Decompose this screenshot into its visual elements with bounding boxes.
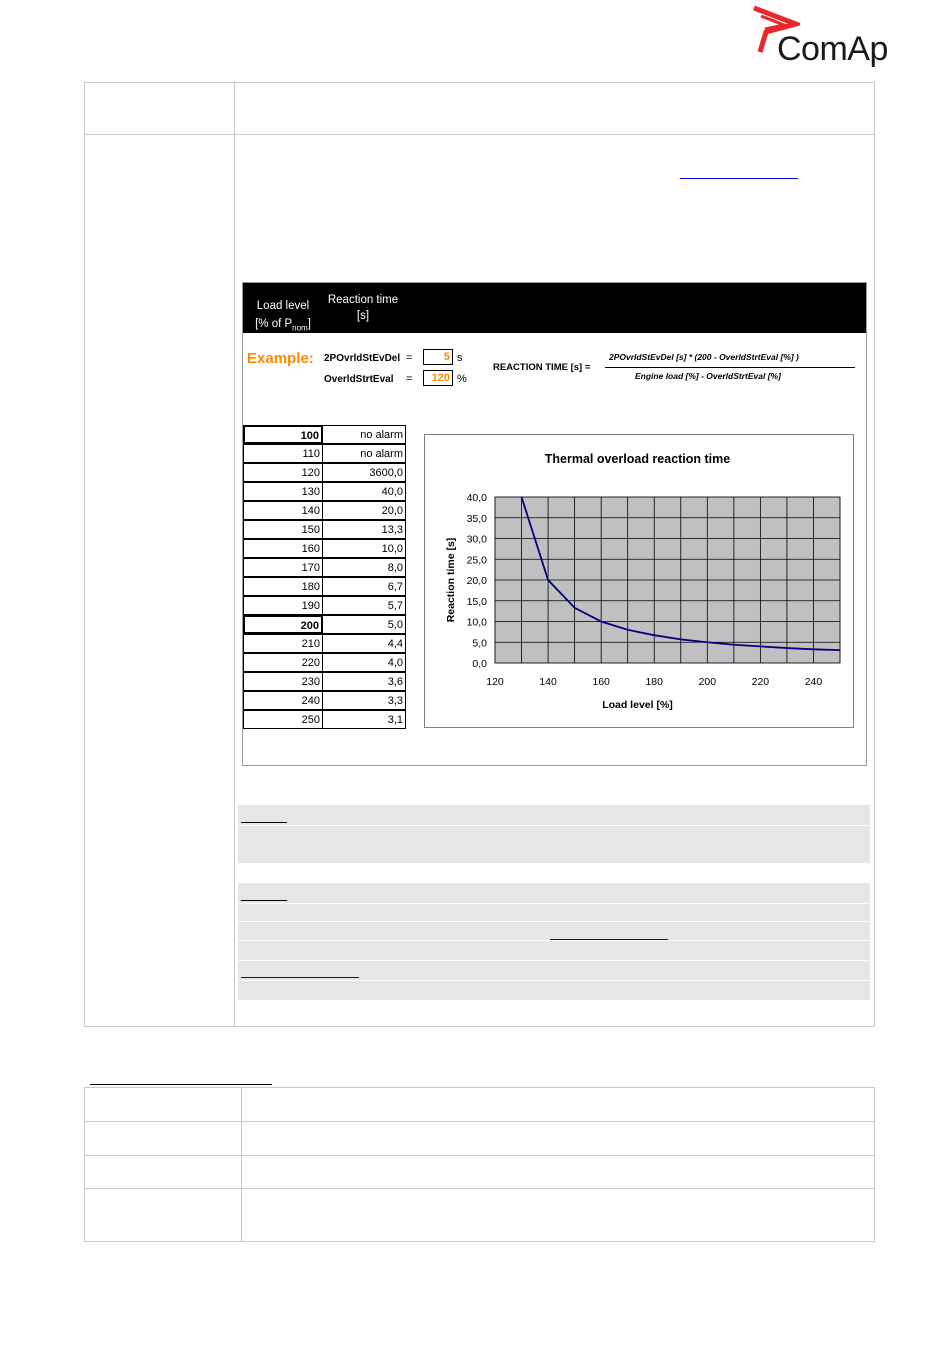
section-heading-underline (90, 1084, 272, 1085)
y-tick-label: 30,0 (466, 533, 487, 546)
reaction-time-cell: 3,6 (322, 672, 406, 691)
load-level-cell: 100 (243, 425, 323, 444)
load-level-cell: 140 (243, 501, 323, 520)
x-tick-label: 200 (698, 676, 717, 688)
reaction-time-cell: no alarm (322, 444, 406, 463)
hyperlink[interactable] (550, 939, 668, 940)
reaction-time-cell: 3600,0 (322, 463, 406, 482)
header-load-level: Load level [% of $P_{nom}$] (255, 300, 311, 333)
load-level-cell: 240 (243, 691, 323, 710)
formula-lhs: REACTION TIME [s] = (493, 362, 591, 373)
note-box-1 (238, 805, 870, 863)
reaction-time-cell: 10,0 (322, 539, 406, 558)
lower-table-row-line (84, 1121, 875, 1122)
param-value-eval: 120 (423, 370, 453, 386)
load-level-cell: 210 (243, 634, 323, 653)
note-box-2 (238, 883, 870, 1000)
reaction-time-cell: 6,7 (322, 577, 406, 596)
x-axis-label: Load level [%] (602, 699, 673, 711)
param-name-eval: OverldStrtEval (324, 374, 394, 385)
lower-table-divider (241, 1087, 242, 1242)
x-tick-label: 120 (486, 676, 504, 688)
param-unit-delay: s (457, 352, 463, 364)
param-value-delay: 5 (423, 349, 453, 365)
param-eq-delay: = (406, 352, 413, 364)
chart-title: Thermal overload reaction time (544, 452, 731, 466)
load-level-cell: 160 (243, 539, 323, 558)
formula-denominator: Engine load [%] - OverldStrtEval [%] (635, 371, 781, 381)
load-level-cell: 230 (243, 672, 323, 691)
load-level-cell: 190 (243, 596, 323, 615)
hyperlink[interactable] (680, 178, 798, 179)
reaction-time-cell: 20,0 (322, 501, 406, 520)
load-level-cell: 220 (243, 653, 323, 672)
load-level-cell: 130 (243, 482, 323, 501)
reaction-time-chart (425, 435, 853, 727)
y-axis-label: Reaction time [s] (445, 537, 457, 623)
x-tick-label: 180 (645, 676, 663, 688)
reaction-time-cell: 4,0 (322, 653, 406, 672)
parameter-table-row-line (84, 134, 875, 135)
x-tick-label: 140 (539, 676, 557, 688)
reaction-time-cell: 3,3 (322, 691, 406, 710)
lower-table-row-line (84, 1155, 875, 1156)
reaction-time-cell: 5,7 (322, 596, 406, 615)
param-eq-eval: = (406, 373, 413, 385)
y-tick-label: 5,0 (472, 637, 487, 650)
reaction-time-cell: 5,0 (322, 615, 406, 634)
chart-area (424, 434, 854, 728)
reaction-time-cell: 4,4 (322, 634, 406, 653)
thermal-overload-figure (242, 282, 867, 766)
example-label: Example: (247, 350, 314, 367)
y-tick-label: 10,0 (466, 616, 487, 629)
y-tick-label: 35,0 (466, 512, 487, 525)
reaction-time-cell: 13,3 (322, 520, 406, 539)
reaction-time-cell: 8,0 (322, 558, 406, 577)
load-level-cell: 110 (243, 444, 323, 463)
x-tick-label: 220 (751, 676, 770, 688)
hyperlink[interactable] (241, 977, 359, 978)
lower-table-row-line (84, 1188, 875, 1189)
y-tick-label: 15,0 (466, 595, 487, 608)
x-tick-label: 160 (592, 676, 610, 688)
reaction-time-cell: 3,1 (322, 710, 406, 729)
reaction-time-cell: no alarm (322, 425, 406, 444)
x-tick-label: 240 (804, 676, 823, 688)
load-level-cell: 250 (243, 710, 323, 729)
note-title-underline (241, 900, 287, 901)
load-level-cell: 120 (243, 463, 323, 482)
formula-numerator: 2POvrldStEvDel [s] * (200 - OverldStrtEval [%] ) (609, 352, 799, 362)
y-tick-label: 0,0 (472, 658, 487, 670)
param-name-delay: 2POvrldStEvDel (324, 353, 401, 364)
load-level-cell: 150 (243, 520, 323, 539)
formula-fraction-line (605, 367, 855, 368)
lower-parameter-table (84, 1087, 875, 1242)
header-reaction-time: Reaction time [s] (327, 294, 399, 322)
reaction-time-cell: 40,0 (322, 482, 406, 501)
comap-logo (750, 2, 895, 74)
figure-header (243, 283, 866, 333)
comap-logo-text: ComAp (777, 30, 888, 68)
param-unit-eval: % (457, 373, 467, 385)
note-title-underline (241, 822, 287, 823)
load-level-cell: 170 (243, 558, 323, 577)
y-tick-label: 20,0 (466, 575, 487, 587)
y-tick-label: 40,0 (466, 492, 487, 504)
parameter-table-divider (234, 82, 235, 1027)
load-level-cell: 200 (243, 615, 323, 634)
load-level-cell: 180 (243, 577, 323, 596)
y-tick-label: 25,0 (466, 554, 487, 567)
